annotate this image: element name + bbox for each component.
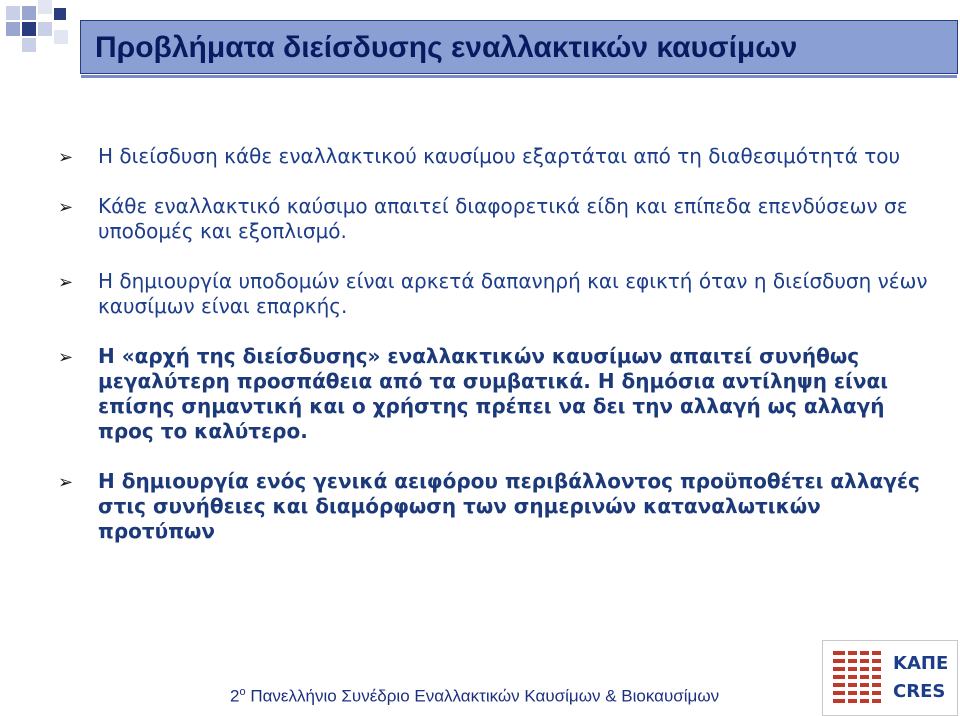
- bullet-item: [58, 269, 938, 319]
- title-banner: [80, 20, 958, 74]
- bullet-text: Η δημιουργία ενός γενικά αειφόρου περιβάλλοντος προϋποθέτει αλλαγές στις συνήθειες και διαμόρφωση των σημερινών καταναλωτικών προτύπων: [98, 469, 920, 543]
- logo-text-kape: ΚΑΠΕ: [893, 653, 949, 674]
- footer-caption: [230, 686, 719, 707]
- footer-number: 2: [230, 686, 240, 706]
- bullet-list: [58, 144, 938, 569]
- bullet-item: [58, 469, 938, 544]
- kape-cres-logo: [822, 640, 958, 716]
- corner-decoration: [0, 0, 80, 60]
- bullet-item: [58, 144, 938, 169]
- arrow-right-outline-icon: ➢: [58, 472, 74, 492]
- footer-superscript: ο: [239, 686, 246, 698]
- bullet-text: Κάθε εναλλακτικό καύσιμο απαιτεί διαφορετικά είδη και επίπεδα επενδύσεων σε υποδομές και εξοπλισμό.: [98, 194, 908, 243]
- arrow-right-outline-icon: ➢: [58, 197, 74, 217]
- bullet-text: Η «αρχή της διείσδυσης» εναλλακτικών καυσίμων απαιτεί συνήθως μεγαλύτερη προσπάθεια από τα συμβατικά. Η δημόσια αντίληψη είναι επίσης σημαντική και ο χρήστης πρέπει να δει την αλλαγή ως αλλαγή προς το καλύτερο.: [98, 344, 889, 443]
- bullet-item: [58, 194, 938, 244]
- footer-text: Πανελλήνιο Συνέδριο Εναλλακτικών Καυσίμων & Βιοκαυσίμων: [245, 686, 720, 706]
- arrow-right-outline-icon: ➢: [58, 147, 74, 167]
- bullet-text: Η διείσδυση κάθε εναλλακτικού καυσίμου εξαρτάται από τη διαθεσιμότητά του: [98, 144, 901, 168]
- sun-stripes-icon: [829, 647, 885, 709]
- bullet-item: [58, 344, 938, 444]
- bullet-text: Η δημιουργία υποδομών είναι αρκετά δαπανηρή και εφικτή όταν η διείσδυση νέων καυσίμων είναι επαρκής.: [98, 269, 928, 318]
- arrow-right-outline-icon: ➢: [58, 347, 74, 367]
- slide-title: Προβλήματα διείσδυσης εναλλακτικών καυσίμων: [95, 31, 798, 64]
- logo-text-cres: CRES: [893, 681, 946, 702]
- arrow-right-outline-icon: ➢: [58, 272, 74, 292]
